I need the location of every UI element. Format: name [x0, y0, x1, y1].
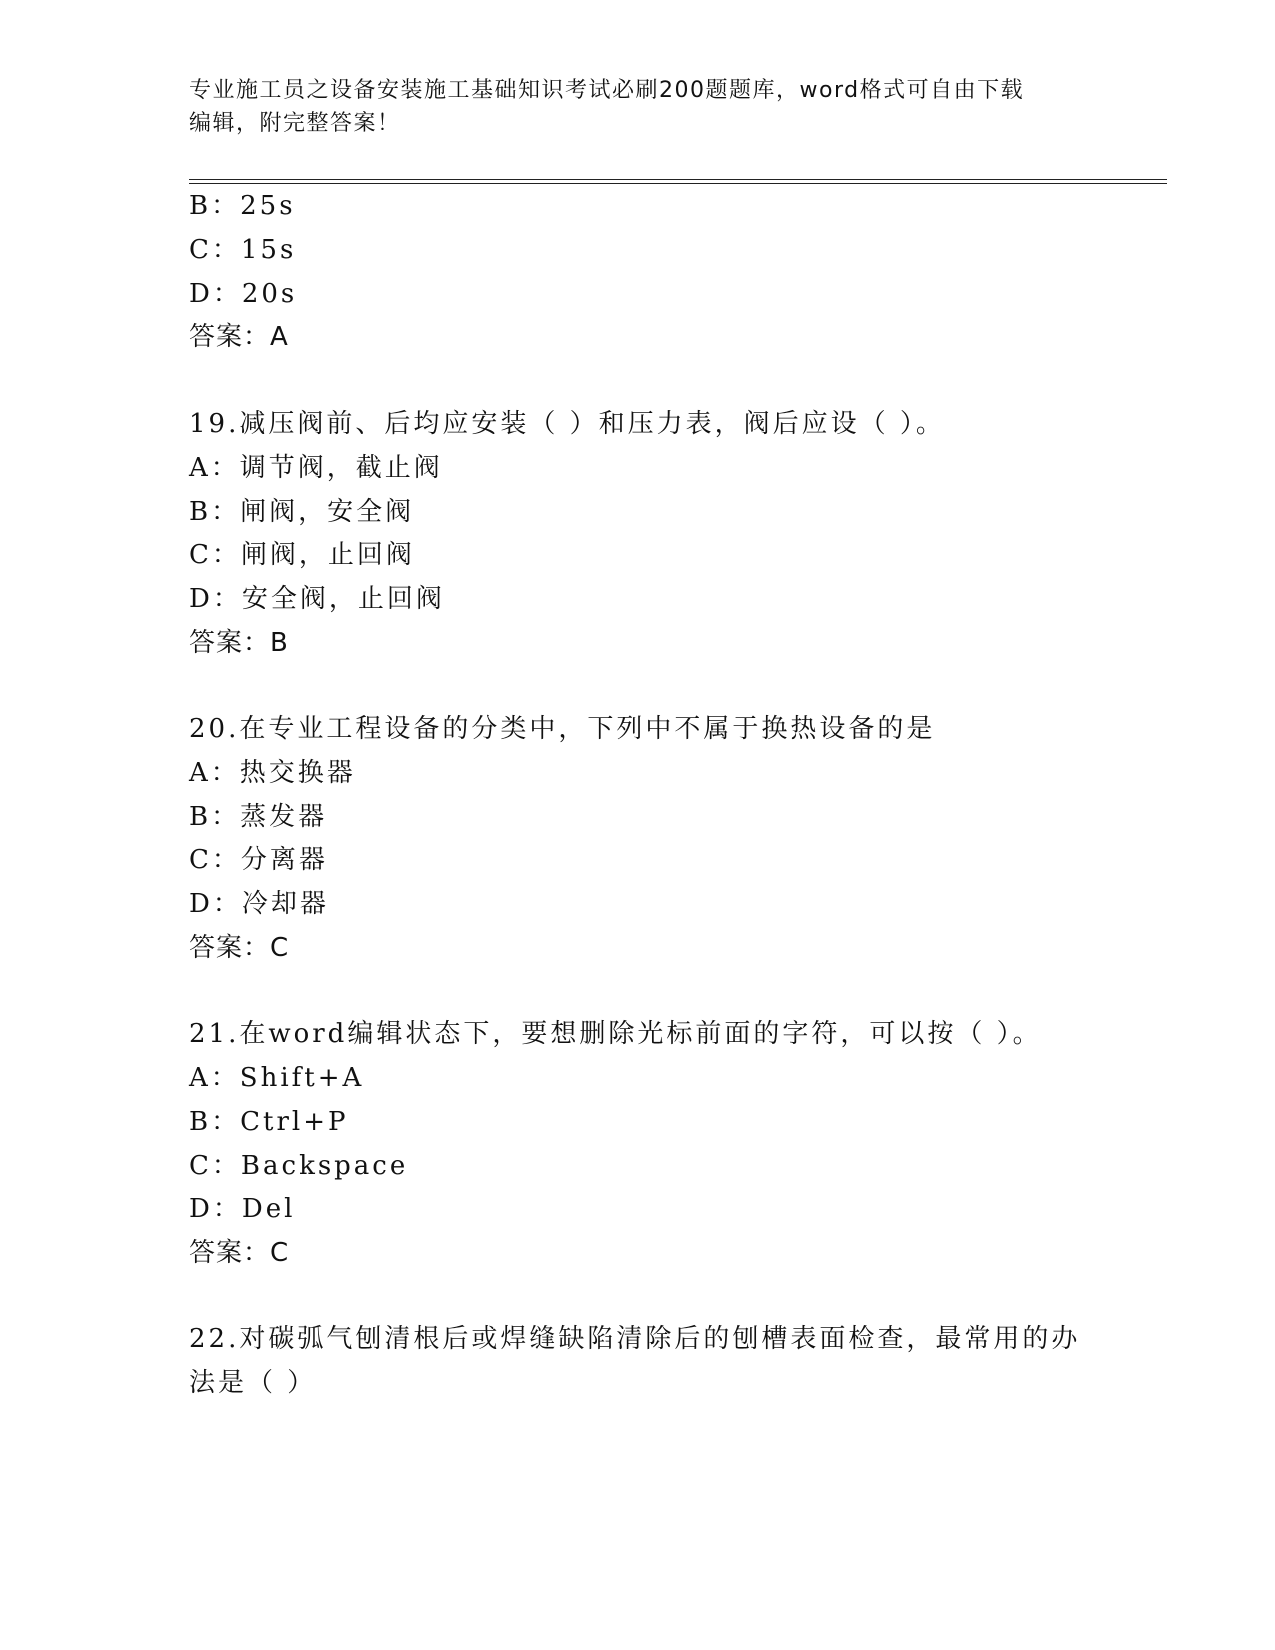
q20-question: 20.在专业工程设备的分类中，下列中不属于换热设备的是	[189, 714, 936, 744]
q20-option-a: A：热交换器	[189, 758, 356, 788]
q21-question: 21.在word编辑状态下，要想删除光标前面的字符，可以按（ ）。	[189, 1019, 1042, 1049]
q21-option-b: B：Ctrl+P	[189, 1107, 349, 1137]
q22-question-line-1: 22.对碳弧气刨清根后或焊缝缺陷清除后的刨槽表面检查，最常用的办	[189, 1324, 1081, 1354]
document-header	[189, 74, 1089, 140]
q20-option-b: B：蒸发器	[189, 802, 328, 832]
q20-option-d: D：冷却器	[189, 889, 329, 919]
q19-option-a: A：调节阀，截止阀	[189, 453, 443, 483]
header-line-2: 编辑，附完整答案！	[189, 111, 401, 136]
q20-answer: 答案：C	[189, 933, 290, 963]
q20-option-c: C：分离器	[189, 845, 328, 875]
q21-answer: 答案：C	[189, 1238, 290, 1268]
q19-answer: 答案：B	[189, 628, 289, 658]
q21-option-d: D：Del	[189, 1194, 296, 1224]
q19-question: 19.减压阀前、后均应安装（ ）和压力表，阀后应设（ ）。	[189, 409, 945, 439]
q21-option-a: A：Shift+A	[189, 1063, 365, 1093]
q19-option-b: B：闸阀，安全阀	[189, 497, 415, 527]
q18-option-d: D：20s	[189, 279, 298, 309]
header-divider	[189, 179, 1167, 184]
q22-question-line-2: 法是（ ）	[189, 1368, 317, 1398]
q18-answer: 答案：A	[189, 322, 289, 352]
header-line-1: 专业施工员之设备安装施工基础知识考试必刷200题题库，word格式可自由下载	[189, 78, 1025, 103]
q18-option-c: C：15s	[189, 235, 297, 265]
q21-option-c: C：Backspace	[189, 1151, 409, 1181]
q19-option-c: C：闸阀，止回阀	[189, 540, 415, 570]
q19-option-d: D：安全阀，止回阀	[189, 584, 445, 614]
q18-option-b: B：25s	[189, 191, 296, 221]
